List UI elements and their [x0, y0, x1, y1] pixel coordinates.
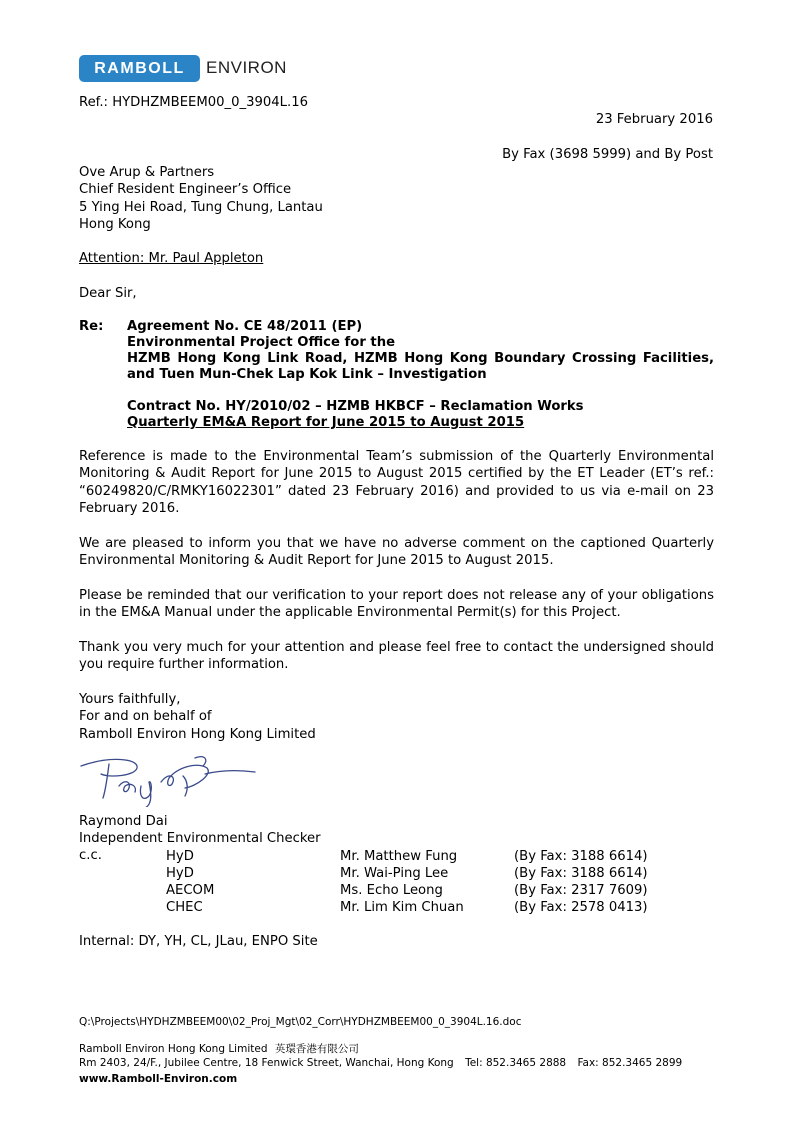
closing-line: Yours faithfully, — [79, 692, 181, 707]
recipient-line: 5 Ying Hei Road, Tung Chung, Lantau — [79, 199, 323, 215]
report-title: Quarterly EM&A Report for June 2015 to August 2015 — [127, 415, 525, 430]
attention-line: Attention: Mr. Paul Appleton — [79, 251, 264, 266]
signer-block — [79, 813, 321, 848]
cc-fax: (By Fax: 3188 6614) — [514, 866, 648, 881]
contract-line: Contract No. HY/2010/02 – HZMB HKBCF – Reclamation Works — [127, 399, 584, 414]
cc-name: Mr. Lim Kim Chuan — [340, 900, 464, 915]
body-paragraph: Please be reminded that our verification to your report does not release any of your obligations in the EM&A Manual under the applicable Environmental Permit(s) for this Project. — [79, 588, 714, 621]
cc-fax: (By Fax: 3188 6614) — [514, 849, 648, 864]
body-paragraph: Thank you very much for your attention and please feel free to contact the undersigned should you require further information. — [79, 640, 714, 673]
cc-row — [0, 899, 793, 916]
cc-org: HyD — [166, 849, 194, 864]
signer-name: Raymond Dai — [79, 814, 168, 829]
footer-address-line — [79, 1057, 682, 1069]
recipient-line: Chief Resident Engineer’s Office — [79, 182, 292, 198]
salutation: Dear Sir, — [79, 286, 137, 301]
cc-name: Mr. Matthew Fung — [340, 849, 458, 864]
company-address: Rm 2403, 24/F., Jubilee Centre, 18 Fenwick Street, Wanchai, Hong Kong — [79, 1057, 454, 1069]
handwritten-signature — [79, 752, 259, 807]
letter-date: 23 February 2016 — [595, 112, 713, 127]
recipient-line: Hong Kong — [79, 217, 151, 233]
cc-label: c.c. — [79, 848, 102, 863]
logo-brand: RAMBOLL — [94, 59, 185, 77]
subject-line: Environmental Project Office for the — [127, 335, 396, 350]
company-website[interactable]: www.Ramboll-Environ.com — [79, 1073, 238, 1085]
subject-line: HZMB Hong Kong Link Road, HZMB Hong Kong Boundary Crossing Facilities, — [127, 351, 714, 366]
recipient-address — [79, 164, 323, 234]
subject-line: Agreement No. CE 48/2011 (EP) — [127, 319, 363, 334]
cc-name: Ms. Echo Leong — [340, 883, 443, 898]
internal-distribution: Internal: DY, YH, CL, JLau, ENPO Site — [79, 934, 318, 949]
cc-row — [0, 848, 793, 865]
company-fax: Fax: 852.3465 2899 — [577, 1057, 683, 1069]
cc-row — [0, 882, 793, 899]
company-logo — [79, 55, 200, 82]
re-label: Re: — [79, 319, 104, 334]
company-name-chinese: 英環香港有限公司 — [274, 1043, 359, 1055]
cc-org: CHEC — [166, 900, 203, 915]
recipient-line: Ove Arup & Partners — [79, 165, 215, 180]
cc-org: AECOM — [166, 883, 215, 898]
subject-block — [127, 319, 714, 431]
cc-name: Mr. Wai-Ping Lee — [340, 866, 449, 881]
company-name: Ramboll Environ Hong Kong Limited — [79, 1043, 268, 1055]
reference-number: Ref.: HYDHZMBEEM00_0_3904L.16 — [79, 95, 308, 110]
file-path: Q:\Projects\HYDHZMBEEM00\02_Proj_Mgt\02_Corr\HYDHZMBEEM00_0_3904L.16.doc — [79, 1016, 522, 1028]
delivery-method: By Fax (3698 5999) and By Post — [502, 147, 713, 162]
company-tel: Tel: 852.3465 2888 — [465, 1057, 567, 1069]
closing-line: For and on behalf of — [79, 709, 212, 725]
logo-subbrand: ENVIRON — [206, 58, 287, 77]
signer-title: Independent Environmental Checker — [79, 831, 321, 847]
footer-company — [79, 1041, 359, 1056]
cc-row — [0, 865, 793, 882]
cc-fax: (By Fax: 2578 0413) — [514, 900, 648, 915]
subject-line: and Tuen Mun-Chek Lap Kok Link – Investigation — [127, 367, 487, 382]
body-paragraph: Reference is made to the Environmental Team’s submission of the Quarterly Environmental Monitoring & Audit Report for June 2015 to August 2015 certified by the ET Leader (ET’s ref.: “60249820/C/RMKY16022301” dated 23 February 2016) and provided to us via e-mail on 23 February 2016. — [79, 449, 714, 517]
body-paragraph: We are pleased to inform you that we have no adverse comment on the captioned Quarterly Environmental Monitoring & Audit Report for June 2015 to August 2015. — [79, 536, 714, 569]
closing-line: Ramboll Environ Hong Kong Limited — [79, 726, 316, 742]
cc-org: HyD — [166, 866, 194, 881]
closing-block — [79, 691, 316, 743]
cc-fax: (By Fax: 2317 7609) — [514, 883, 648, 898]
